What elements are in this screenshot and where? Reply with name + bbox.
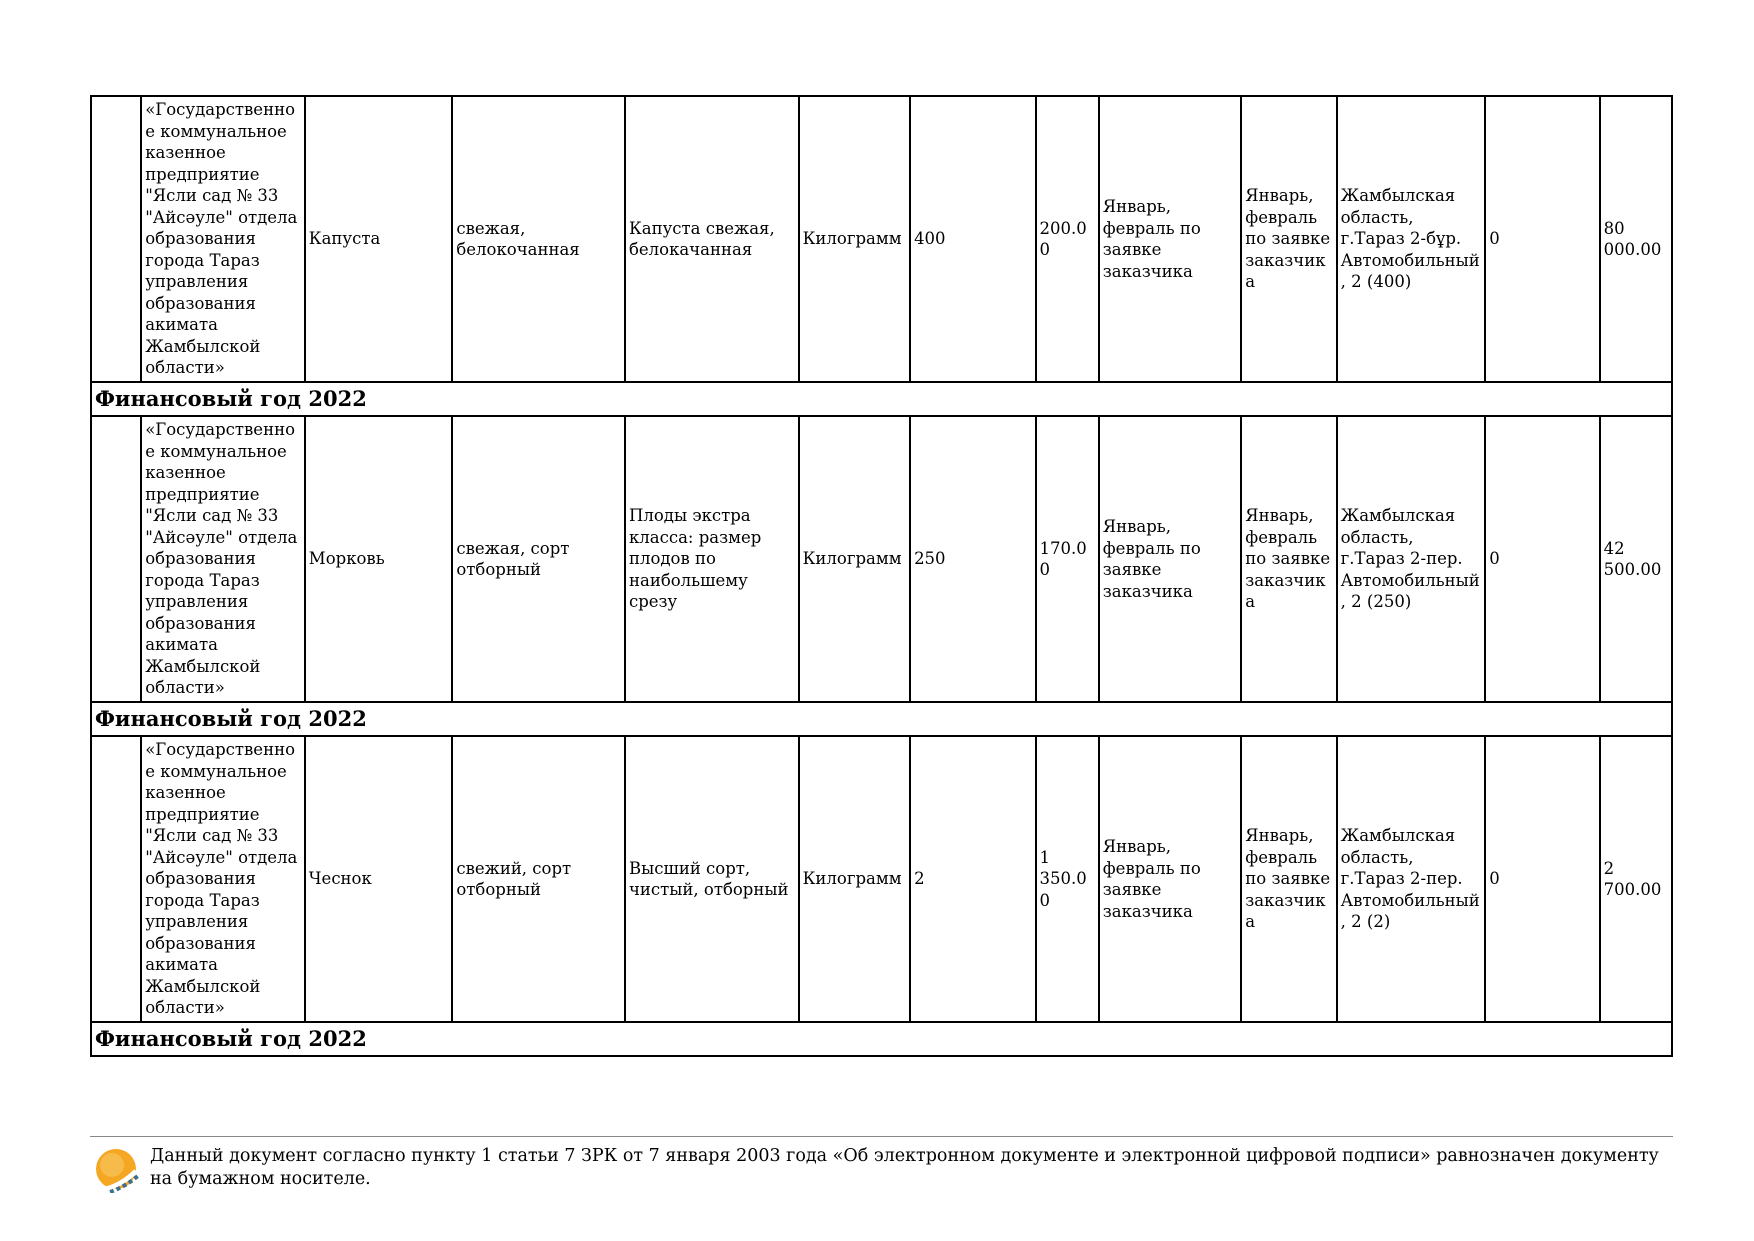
amount-cell: 2 700.00 — [1600, 736, 1672, 1022]
customer-cell: «Государственное коммунальное казенное предприятие "Ясли сад № 33 "Айсәуле" отдела образования города Тараз управления образования акимата Жамбылской области» — [141, 96, 305, 382]
fiscal-year-row — [91, 382, 1672, 416]
advance-cell: 0 — [1485, 736, 1599, 1022]
quantity-cell: 400 — [910, 96, 1035, 382]
amount-cell: 80 000.00 — [1600, 96, 1672, 382]
customer-cell: «Государственное коммунальное казенное предприятие "Ясли сад № 33 "Айсәуле" отдела образования города Тараз управления образования акимата Жамбылской области» — [141, 416, 305, 702]
fiscal-year-label: Финансовый год 2022 — [91, 1022, 1672, 1056]
short-spec-cell: свежий, сорт отборный — [452, 736, 625, 1022]
delivery-place-cell: Жамбылская область, г.Тараз 2-пер. Автомобильный, 2 (250) — [1337, 416, 1486, 702]
table-row — [91, 416, 1672, 702]
egov-sun-logo-icon — [92, 1145, 140, 1193]
fiscal-year-label: Финансовый год 2022 — [91, 382, 1672, 416]
full-spec-cell: Капуста свежая, белокачанная — [625, 96, 799, 382]
amount-cell: 42 500.00 — [1600, 416, 1672, 702]
customer-cell: «Государственное коммунальное казенное предприятие "Ясли сад № 33 "Айсәуле" отдела образования города Тараз управления образования акимата Жамбылской области» — [141, 736, 305, 1022]
price-cell: 200.00 — [1036, 96, 1099, 382]
short-spec-cell: свежая, белокочанная — [452, 96, 625, 382]
row-number-cell — [91, 416, 141, 702]
row-number-cell — [91, 96, 141, 382]
unit-cell: Килограмм — [799, 416, 910, 702]
quantity-cell: 2 — [910, 736, 1035, 1022]
delivery-period-cell: Январь, февраль по заявке заказчика — [1099, 96, 1242, 382]
delivery-place-cell: Жамбылская область, г.Тараз 2-пер. Автомобильный, 2 (2) — [1337, 736, 1486, 1022]
delivery-period-cell: Январь, февраль по заявке заказчика — [1241, 736, 1336, 1022]
full-spec-cell: Плоды экстра класса: размер плодов по наибольшему срезу — [625, 416, 799, 702]
advance-cell: 0 — [1485, 96, 1599, 382]
delivery-period-cell: Январь, февраль по заявке заказчика — [1241, 416, 1336, 702]
legal-notice-text: Данный документ согласно пункту 1 статьи 7 ЗРК от 7 января 2003 года «Об электронном документе и электронной цифровой подписи» равнозначен документу на бумажном носителе. — [150, 1146, 1659, 1189]
table-row — [91, 736, 1672, 1022]
row-number-cell — [91, 736, 141, 1022]
table-row — [91, 96, 1672, 382]
unit-cell: Килограмм — [799, 736, 910, 1022]
full-spec-cell: Высший сорт, чистый, отборный — [625, 736, 799, 1022]
short-spec-cell: свежая, сорт отборный — [452, 416, 625, 702]
price-cell: 170.00 — [1036, 416, 1099, 702]
item-name-cell: Капуста — [305, 96, 453, 382]
delivery-place-cell: Жамбылская область, г.Тараз 2-бұр. Автомобильный, 2 (400) — [1337, 96, 1486, 382]
delivery-period-cell: Январь, февраль по заявке заказчика — [1099, 416, 1242, 702]
signature-footer — [90, 1136, 1673, 1189]
delivery-period-cell: Январь, февраль по заявке заказчика — [1241, 96, 1336, 382]
advance-cell: 0 — [1485, 416, 1599, 702]
price-cell: 1 350.00 — [1036, 736, 1099, 1022]
unit-cell: Килограмм — [799, 96, 910, 382]
item-name-cell: Морковь — [305, 416, 453, 702]
item-name-cell: Чеснок — [305, 736, 453, 1022]
quantity-cell: 250 — [910, 416, 1035, 702]
procurement-table — [90, 95, 1673, 1057]
fiscal-year-row — [91, 1022, 1672, 1056]
fiscal-year-label: Финансовый год 2022 — [91, 702, 1672, 736]
fiscal-year-row — [91, 702, 1672, 736]
delivery-period-cell: Январь, февраль по заявке заказчика — [1099, 736, 1242, 1022]
